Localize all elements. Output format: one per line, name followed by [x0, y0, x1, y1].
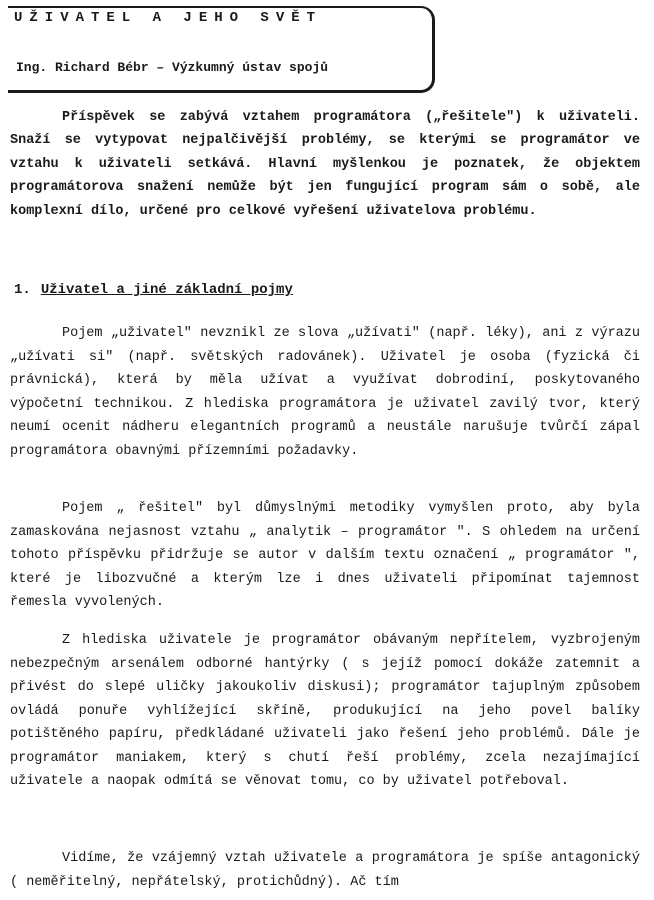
document-title: UŽIVATEL A JEHO SVĚT [14, 10, 323, 26]
section-number: 1. [14, 282, 31, 298]
author-line: Ing. Richard Bébr – Výzkumný ústav spojů [16, 60, 329, 75]
body-paragraph: Vidíme, že vzájemný vztah uživatele a programátora je spíše antagonický ( neměřitelný, nepřátelský, protichůdný). Ač tím [10, 851, 640, 890]
body-paragraph: Pojem „ řešitel" byl důmyslnými metodiky vymyšlen proto, aby byla zamaskována nejasnost vztahu „ analytik – programátor ". S ohledem na určení tohoto příspěvku přidržuje se autor v dalším textu označení „ programátor ", které je libozvučné a kterým lze i dnes uživateli připomínat tajemnost řemesla vyvolených. [10, 501, 640, 610]
section-heading [14, 282, 293, 298]
abstract-paragraph: Příspěvek se zabývá vztahem programátora („řešitele") k uživateli. Snaží se vytypovat nejpalčivější problémy, se kterými se programátor ve vztahu k uživateli setkává. Hlavní myšlenkou je poznatek, že objektem programátorova snažení nemůže být jen fungující program sám o sobě, ale komplexní dílo, určené pro celkové vyřešení uživatelova problému. [10, 110, 640, 219]
body-paragraph: Pojem „uživatel" nevznikl ze slova „užívati" (např. léky), ani z výrazu „užívati si" (např. světských radovánek). Uživatel je osoba (fyzická či právnická), která by měla užívat a využívat dobrodiní, poskytovaného výpočetní technikou. Z hlediska programátora je uživatel zavilý tvor, který neumí ocenit nádheru elegantních programů a neustále narušuje tvůrčí zápal programátora obavnými přízemními požadavky. [10, 326, 640, 459]
body-paragraph: Z hlediska uživatele je programátor obávaným nepřítelem, vyzbrojeným nebezpečným arsenálem odborné hantýrky ( s jejíž pomocí dokáže zatemnit a přivést do slepé uličky jakoukoliv diskusi); programátor tajuplným způsobem ovládá ponuře vyhlížející skříně, produkující na jeho povel balíky potištěného papíru, předkládané uživateli jako řešení jeho problémů. Dále je programátor maniakem, který s chutí řeší problémy, zcela nezajímající uživatele a naopak odmítá se věnovat tomu, co by uživatel potřeboval. [10, 633, 640, 789]
section-heading-text: Uživatel a jiné základní pojmy [40, 282, 293, 298]
